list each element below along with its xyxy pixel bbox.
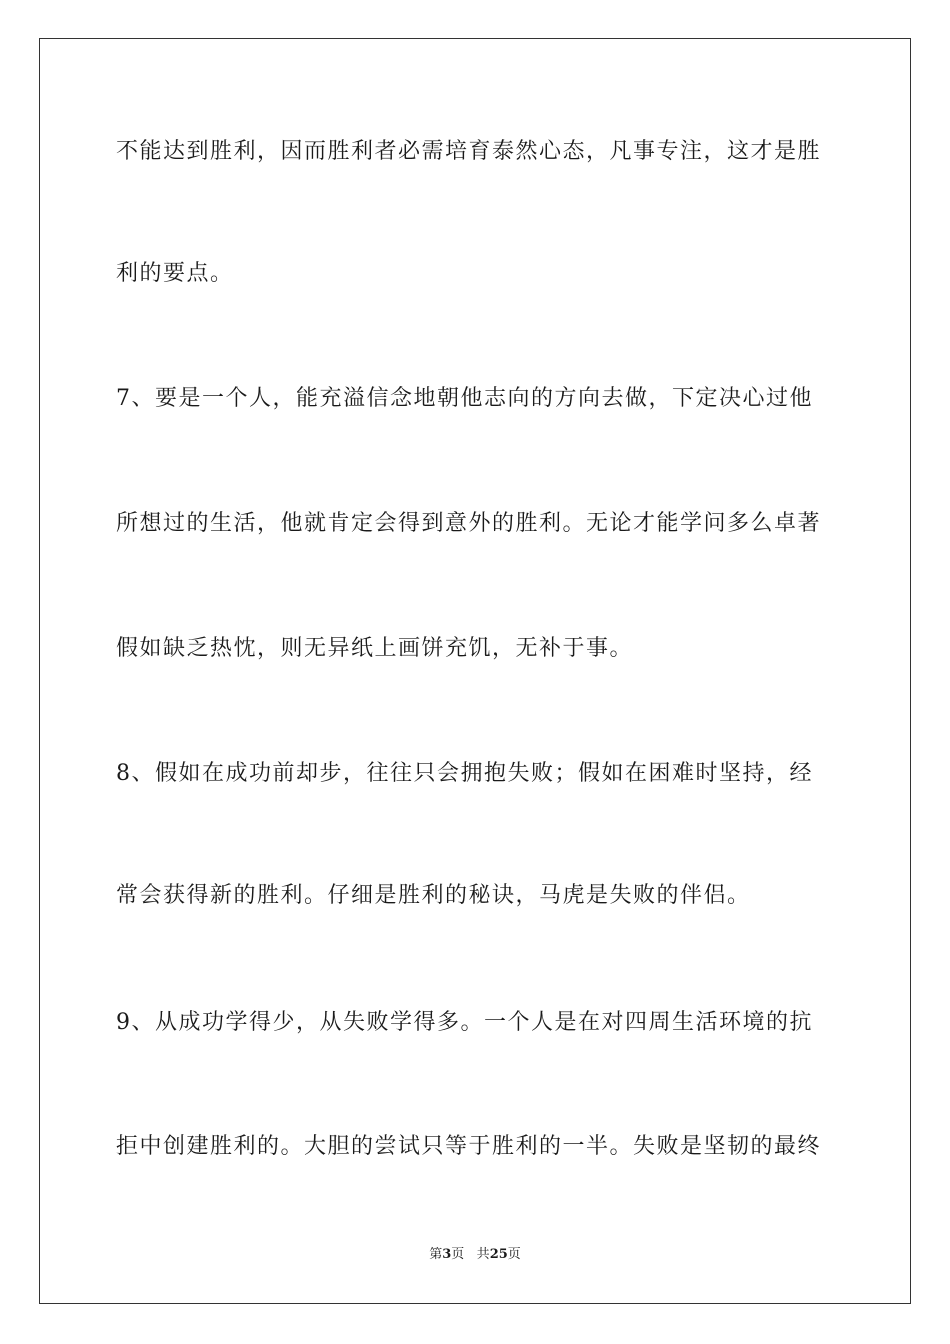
text-line: 所想过的生活，他就肯定会得到意外的胜利。无论才能学问多么卓著 bbox=[116, 511, 822, 536]
total-suffix: 页 bbox=[507, 1247, 521, 1262]
text-line: 7、要是一个人，能充溢信念地朝他志向的方向去做，下定决心过他 bbox=[116, 386, 813, 411]
page-number: 3 bbox=[442, 1247, 452, 1262]
text-line: 利的要点。 bbox=[116, 261, 234, 286]
page-suffix: 页 bbox=[451, 1247, 465, 1262]
total-pages: 25 bbox=[489, 1247, 508, 1262]
text-line: 假如缺乏热忱，则无异纸上画饼充饥，无补于事。 bbox=[116, 636, 634, 661]
page-prefix: 第 bbox=[429, 1247, 443, 1262]
page-border bbox=[39, 38, 911, 1304]
text-line: 常会获得新的胜利。仔细是胜利的秘诀，马虎是失败的伴侣。 bbox=[116, 883, 751, 908]
page-footer bbox=[0, 1247, 950, 1263]
text-line: 不能达到胜利，因而胜利者必需培育泰然心态，凡事专注，这才是胜 bbox=[116, 139, 822, 164]
text-line: 8、假如在成功前却步，往往只会拥抱失败；假如在困难时坚持，经 bbox=[116, 761, 813, 786]
total-prefix: 共 bbox=[476, 1247, 490, 1262]
text-line: 拒中创建胜利的。大胆的尝试只等于胜利的一半。失败是坚韧的最终 bbox=[116, 1134, 822, 1159]
text-line: 9、从成功学得少，从失败学得多。一个人是在对四周生活环境的抗 bbox=[116, 1010, 813, 1035]
